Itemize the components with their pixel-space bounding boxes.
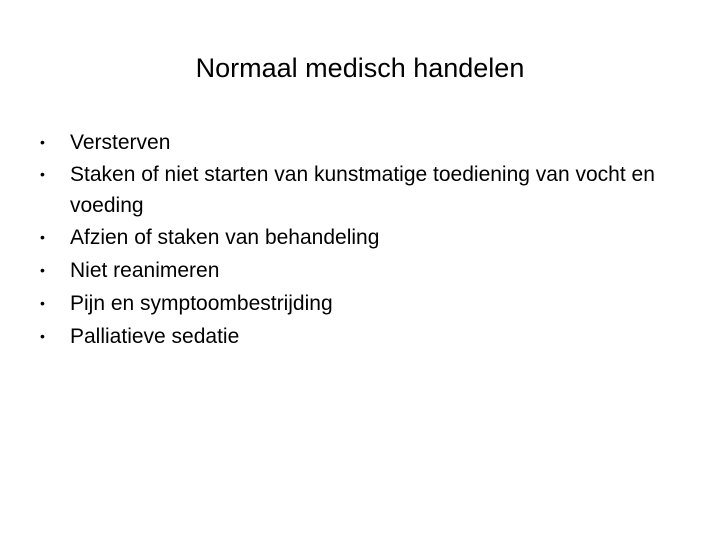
bullet-text: Palliatieve sedatie — [70, 325, 240, 348]
list-item — [40, 287, 680, 320]
bullet-icon: • — [40, 328, 45, 344]
bullet-icon: • — [40, 134, 45, 150]
list-item — [40, 159, 680, 221]
list-item — [40, 320, 680, 353]
list-item — [40, 254, 680, 287]
bullet-text: Versterven — [70, 131, 171, 154]
list-item — [40, 126, 680, 159]
bullet-icon: • — [40, 262, 45, 278]
bullet-icon: • — [40, 229, 45, 245]
bullet-icon: • — [40, 295, 45, 311]
bullet-text: Pijn en symptoombestrijding — [70, 292, 333, 315]
bullet-text: Niet reanimeren — [70, 259, 220, 282]
bullet-text: Afzien of staken van behandeling — [70, 226, 380, 249]
bullet-list — [40, 126, 680, 353]
bullet-text: Staken of niet starten van kunstmatige toediening van vocht en voeding — [70, 163, 655, 217]
list-item — [40, 221, 680, 254]
slide-title: Normaal medisch handelen — [195, 53, 525, 83]
bullet-icon: • — [40, 166, 45, 182]
